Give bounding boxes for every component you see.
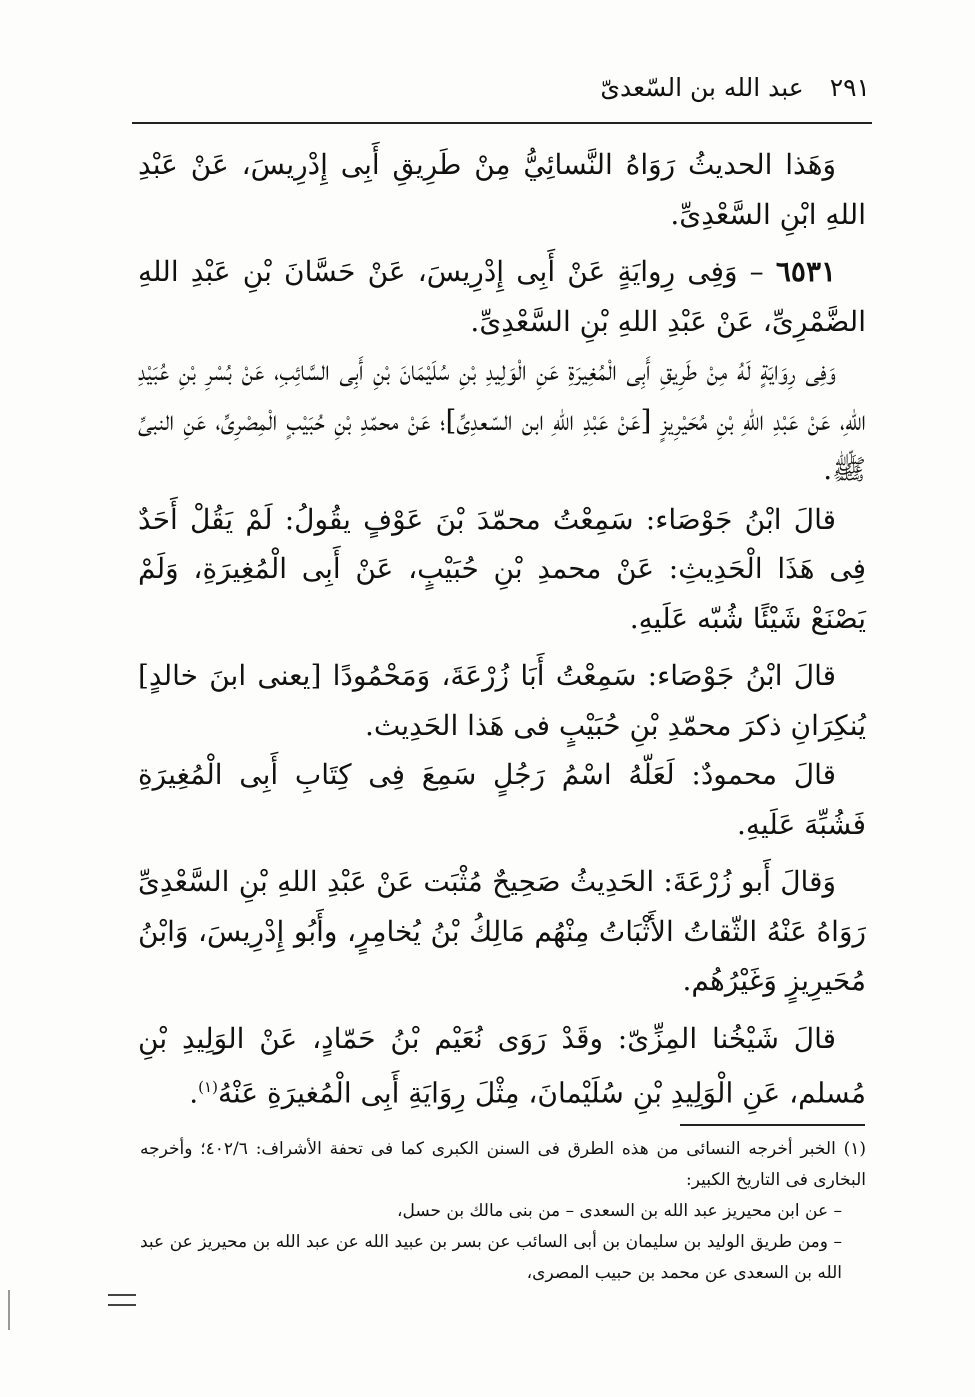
- footnotes: [140, 1134, 866, 1289]
- paragraph-6: قالَ محمودٌ: لَعَلّهُ اسْمُ رَجُلٍ سَمِعَ فِى كِتَابِ أَبِى الْمُغِيرَةِ فَشُبِّهَ عَلَيهِ.: [138, 758, 866, 841]
- paragraph-8: [138, 1014, 866, 1118]
- paragraph-2-text: – وَفِى رِوايَةٍ عَنْ أَبِى إِدْرِيسَ، عَنْ حَسَّانَ بْنِ عَبْدِ اللهِ الضَّمْرِىِّ، عَنْ عَبْدِ اللهِ بْنِ السَّعْدِىِّ.: [138, 255, 866, 338]
- running-title: عبد الله بن السّعدىّ: [600, 72, 804, 102]
- footnote-1-item-1: – عن ابن محيريز عبد الله بن السعدى – من بنى مالك بن حسل،: [396, 1201, 842, 1221]
- paragraph-8-end: .: [189, 1076, 199, 1110]
- hadith-number: ٦٥٣١: [775, 255, 837, 288]
- page-number: ٢٩١: [829, 72, 870, 102]
- footnote-marker[interactable]: (١): [198, 1078, 218, 1096]
- main-text: [138, 140, 866, 1118]
- paragraph-2: [138, 247, 866, 346]
- paragraph-3: وَفِى رِوَايَةٍ لَهُ مِنْ طَرِيقِ أَبِى الْمُغِيرَةِ عَنِ الْوَلِيدِ بْنِ سُلَيْمَانَ بْنِ أَبِى السَّائِبِ، عَنْ بُسْرِ بْنِ عُبَيْدِ اللهِ، عَنْ عَبْدِ اللهِ بْنِ مُحَيْرِيزٍ [عَنْ عَبْدِ اللهِ ابن السّعدِىِّ]؛ عَنْ محمّدِ بْنِ حُبَيْبٍ الْمِصْرِىِّ، عَنِ النبىِّ ﷺ.: [138, 354, 866, 486]
- footnote-rule: [680, 1124, 865, 1126]
- scan-edge-line: [8, 1290, 10, 1330]
- page-header: [135, 62, 870, 112]
- footnote-1: (١) الخبر أخرجه النسائى من هذه الطرق فى السنن الكبرى كما فى تحفة الأشراف: ٤٠٢/٦؛ وأخرجه البخارى فى التاريخ الكبير:: [140, 1139, 866, 1190]
- paragraph-1: وَهَذا الحديثُ رَوَاهُ النَّسائِيُّ مِنْ طَرِيقِ أَبِى إِدْرِيسَ، عَنْ عَبْدِ اللهِ ابْنِ السَّعْدِىِّ.: [138, 148, 866, 231]
- paragraph-8-text: قالَ شَيْخُنا المِزِّىّ: وقَدْ رَوَى نُعَيْم بْنُ حَمّادٍ، عَنْ الوَلِيدِ بْنِ مُسلم، عَنِ الْوَلِيدِ بْنِ سُلَيْمانَ، مِثْلَ رِوَايَةِ أَبِى الْمُغيرَةِ عَنْهُ: [138, 1021, 866, 1110]
- paragraph-5: قالَ ابْنُ جَوْصَاء: سَمِعْتُ أَبَا زُرْعَةَ، وَمَحْمُودًا [يعنى ابنَ خالدٍ] يُنكِرَانِ ذكرَ محمّدِ بْنِ حُبَيْبٍ فى هَذا الحَدِيث.: [138, 659, 866, 742]
- margin-mark: [108, 1294, 136, 1306]
- footnote-1-item-2: – ومن طريق الوليد بن سليمان بن أبى السائب عن بسر بن عبيد الله عن عبد الله بن محيريز عن عبد الله بن السعدى عن محمد بن حبيب المصرى،: [140, 1232, 842, 1283]
- paragraph-7: وَقالَ أَبو زُرْعَةَ: الحَدِيثُ صَحِيحٌ مُثْبَت عَنْ عَبْدِ اللهِ بْنِ السَّعْدِىِّ رَوَاهُ عَنْهُ الثّقاتُ الأَثْبَاتُ مِنْهُم مَالِكُ بْنُ يُخامِرٍ، وأَبُو إِدْرِيسَ، وَابْنُ مُحَيرِيزٍ وَغَيْرُهُم.: [138, 865, 866, 997]
- paragraph-4: قالَ ابْنُ جَوْصَاء: سَمِعْتُ محمّدَ بْنَ عَوْفٍ يقُولُ: لَمْ يَقُلْ أَحَدٌ فِى هَذَا الْحَدِيثِ: عَنْ محمدِ بْنِ حُبَيْبٍ، عَنْ أَبِى الْمُغِيرَةِ، وَلَمْ يَصْنَعْ شَيْئًا شُبّه عَلَيهِ.: [138, 502, 866, 635]
- header-rule: [132, 122, 872, 124]
